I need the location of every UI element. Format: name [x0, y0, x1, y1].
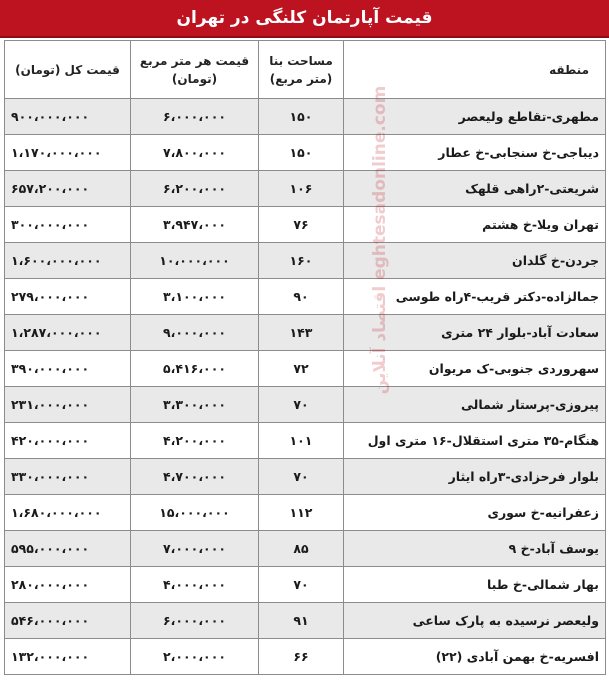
cell-region: ولیعصر نرسیده به پارک ساعی [344, 603, 606, 639]
cell-area: ۱۰۱ [259, 423, 344, 459]
table-row [5, 603, 606, 639]
cell-region: پیروزی-پرستار شمالی [344, 387, 606, 423]
cell-price-per-meter: ۶،۰۰۰،۰۰۰ [131, 603, 259, 639]
cell-region: یوسف آباد-خ ۹ [344, 531, 606, 567]
cell-total-price: ۱،۱۷۰،۰۰۰،۰۰۰ [5, 135, 131, 171]
cell-total-price: ۱،۲۸۷،۰۰۰،۰۰۰ [5, 315, 131, 351]
table-row [5, 171, 606, 207]
table-row [5, 99, 606, 135]
cell-total-price: ۶۵۷،۲۰۰،۰۰۰ [5, 171, 131, 207]
cell-region: بلوار فرحزادی-۳راه ایثار [344, 459, 606, 495]
cell-price-per-meter: ۹،۰۰۰،۰۰۰ [131, 315, 259, 351]
cell-price-per-meter: ۷،۸۰۰،۰۰۰ [131, 135, 259, 171]
cell-area: ۹۰ [259, 279, 344, 315]
cell-area: ۱۴۳ [259, 315, 344, 351]
cell-area: ۹۱ [259, 603, 344, 639]
table-row [5, 531, 606, 567]
table-row [5, 639, 606, 675]
table-row [5, 459, 606, 495]
watermark-text: اقتصاد آنلاین eghtesadonline.com [370, 85, 390, 395]
table-row [5, 495, 606, 531]
table-row [5, 315, 606, 351]
cell-area: ۷۰ [259, 387, 344, 423]
cell-area: ۷۲ [259, 351, 344, 387]
cell-area: ۶۶ [259, 639, 344, 675]
cell-price-per-meter: ۵،۴۱۶،۰۰۰ [131, 351, 259, 387]
table-body [5, 99, 606, 675]
cell-region: سعادت آباد-بلوار ۲۴ متری [344, 315, 606, 351]
cell-total-price: ۳۰۰،۰۰۰،۰۰۰ [5, 207, 131, 243]
cell-price-per-meter: ۴،۲۰۰،۰۰۰ [131, 423, 259, 459]
cell-area: ۷۰ [259, 567, 344, 603]
header-price-per-meter: قیمت هر متر مربع (تومان) [131, 41, 259, 99]
cell-region: شریعتی-۲راهی قلهک [344, 171, 606, 207]
table-row [5, 135, 606, 171]
header-total-price: قیمت کل (تومان) [5, 41, 131, 99]
cell-region: افسریه-خ بهمن آبادی (۲۲) [344, 639, 606, 675]
cell-price-per-meter: ۳،۳۰۰،۰۰۰ [131, 387, 259, 423]
table-row [5, 567, 606, 603]
cell-price-per-meter: ۶،۲۰۰،۰۰۰ [131, 171, 259, 207]
cell-price-per-meter: ۱۰،۰۰۰،۰۰۰ [131, 243, 259, 279]
cell-price-per-meter: ۴،۰۰۰،۰۰۰ [131, 567, 259, 603]
cell-total-price: ۲۸۰،۰۰۰،۰۰۰ [5, 567, 131, 603]
cell-total-price: ۲۳۱،۰۰۰،۰۰۰ [5, 387, 131, 423]
header-row [5, 41, 606, 99]
price-table [4, 40, 606, 675]
cell-area: ۸۵ [259, 531, 344, 567]
cell-area: ۱۰۶ [259, 171, 344, 207]
cell-region: دیباجی-خ سنجابی-خ عطار [344, 135, 606, 171]
cell-total-price: ۵۹۵،۰۰۰،۰۰۰ [5, 531, 131, 567]
cell-total-price: ۵۴۶،۰۰۰،۰۰۰ [5, 603, 131, 639]
cell-price-per-meter: ۱۵،۰۰۰،۰۰۰ [131, 495, 259, 531]
table-row [5, 279, 606, 315]
cell-price-per-meter: ۲،۰۰۰،۰۰۰ [131, 639, 259, 675]
cell-area: ۱۶۰ [259, 243, 344, 279]
cell-region: جمالزاده-دکتر قریب-۴راه طوسی [344, 279, 606, 315]
cell-area: ۷۶ [259, 207, 344, 243]
cell-price-per-meter: ۳،۹۴۷،۰۰۰ [131, 207, 259, 243]
cell-total-price: ۴۲۰،۰۰۰،۰۰۰ [5, 423, 131, 459]
cell-region: بهار شمالی-خ طبا [344, 567, 606, 603]
table-row [5, 207, 606, 243]
header-region: منطقه [344, 41, 606, 99]
cell-region: مطهری-تقاطع ولیعصر [344, 99, 606, 135]
cell-region: زعفرانیه-خ سوری [344, 495, 606, 531]
table-row [5, 387, 606, 423]
cell-region: جردن-خ گلدان [344, 243, 606, 279]
cell-total-price: ۳۹۰،۰۰۰،۰۰۰ [5, 351, 131, 387]
cell-price-per-meter: ۴،۷۰۰،۰۰۰ [131, 459, 259, 495]
cell-total-price: ۲۷۹،۰۰۰،۰۰۰ [5, 279, 131, 315]
cell-total-price: ۱،۶۸۰،۰۰۰،۰۰۰ [5, 495, 131, 531]
table-row [5, 243, 606, 279]
cell-area: ۱۵۰ [259, 99, 344, 135]
table-row [5, 351, 606, 387]
page-title: قیمت آپارتمان کلنگی در تهران [0, 0, 609, 38]
cell-total-price: ۱۳۲،۰۰۰،۰۰۰ [5, 639, 131, 675]
cell-region: سهروردی جنوبی-ک مریوان [344, 351, 606, 387]
header-area: مساحت بنا (متر مربع) [259, 41, 344, 99]
table-header [5, 41, 606, 99]
cell-area: ۱۱۲ [259, 495, 344, 531]
cell-total-price: ۱،۶۰۰،۰۰۰،۰۰۰ [5, 243, 131, 279]
table-row [5, 423, 606, 459]
cell-area: ۷۰ [259, 459, 344, 495]
cell-area: ۱۵۰ [259, 135, 344, 171]
cell-total-price: ۹۰۰،۰۰۰،۰۰۰ [5, 99, 131, 135]
cell-price-per-meter: ۷،۰۰۰،۰۰۰ [131, 531, 259, 567]
cell-region: هنگام-۳۵ متری استقلال-۱۶ متری اول [344, 423, 606, 459]
cell-total-price: ۳۳۰،۰۰۰،۰۰۰ [5, 459, 131, 495]
cell-price-per-meter: ۳،۱۰۰،۰۰۰ [131, 279, 259, 315]
cell-price-per-meter: ۶،۰۰۰،۰۰۰ [131, 99, 259, 135]
cell-region: تهران ویلا-خ هشتم [344, 207, 606, 243]
